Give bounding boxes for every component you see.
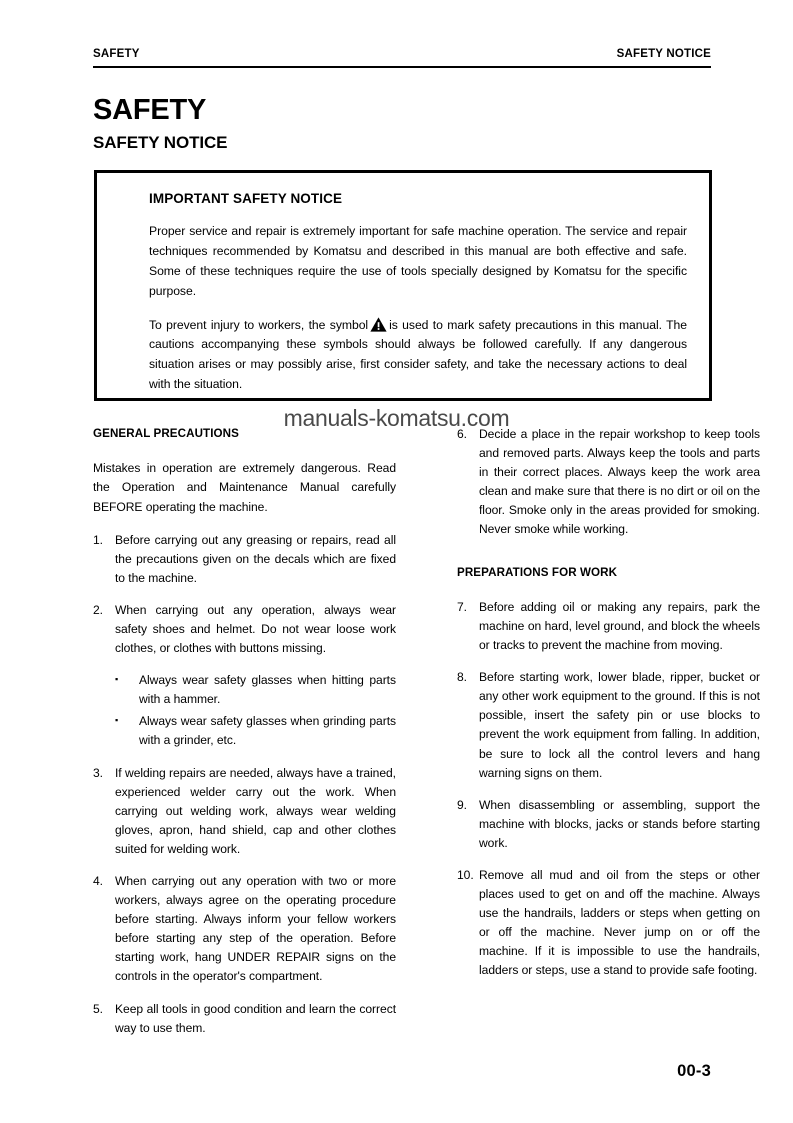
list-item [457, 866, 760, 981]
list-item-number: 7. [457, 599, 467, 614]
watermark: manuals-komatsu.com [283, 405, 510, 431]
list-item [457, 425, 760, 540]
section-heading-preparations-for-work: PREPARATIONS FOR WORK [457, 565, 618, 579]
list-item-text: If welding repairs are needed, always have a trained, experienced welder carry out the work. When carrying out welding work, always wear welding gloves, apron, hand shield, cap and other clothes suited for welding work. [115, 765, 396, 856]
list-item [93, 531, 396, 588]
notice-paragraph-2 [149, 316, 687, 396]
list-item [93, 872, 396, 987]
bullet-list [93, 671, 396, 750]
section-heading-general-precautions: GENERAL PRECAUTIONS [93, 427, 239, 440]
page-title: SAFETY [93, 94, 207, 126]
warning-triangle-icon [370, 317, 387, 332]
list-item-text: Before carrying out any greasing or repairs, read all the precautions given on the decals which are fixed to the machine. [115, 532, 396, 585]
list-item-number: 10. [457, 868, 474, 882]
right-column [457, 425, 760, 994]
list-item-number: 4. [93, 874, 103, 888]
list-item [457, 796, 760, 853]
important-safety-notice-box [94, 170, 712, 401]
general-precautions-intro: Mistakes in operation are extremely dangerous. Read the Operation and Maintenance Manual carefully BEFORE operating the machine. [93, 461, 396, 514]
list-item-text: When carrying out any operation with two or more workers, always agree on the operating procedure before starting. Always inform your fellow workers before starting any step of the operation. Before starting work, hang UNDER REPAIR signs on the controls in the operator's compartment. [115, 874, 396, 984]
list-item-number: 3. [93, 765, 103, 780]
list-item [457, 668, 760, 783]
list-item-text: Keep all tools in good condition and learn the correct way to use them. [115, 1001, 396, 1035]
notice-paragraph-2-before: To prevent injury to workers, the symbol [149, 317, 369, 332]
page-subtitle: SAFETY NOTICE [93, 133, 228, 152]
list-item-number: 8. [457, 670, 467, 685]
list-item [93, 671, 396, 709]
running-header-left: SAFETY [93, 48, 140, 60]
bullet-item-text: Always wear safety glasses when grinding parts with a grinder, etc. [139, 714, 396, 748]
list-item [93, 712, 396, 750]
list-item-number: 6. [457, 427, 467, 441]
list-item-number: 1. [93, 532, 103, 547]
left-column [93, 425, 396, 1051]
page-number: 00-3 [677, 1062, 711, 1080]
list-item [93, 764, 396, 859]
list-item-number: 5. [93, 1001, 103, 1016]
running-header-right: SAFETY NOTICE [616, 48, 711, 60]
list-item [93, 601, 396, 658]
bullet-square-icon: ▪ [115, 715, 119, 726]
notice-paragraph-2-after: is used to mark safety precautions in this manual. The cautions accompanying these symbols should always be followed carefully. If any dangerous situation arises or may possibly arise, first consider safety, and take the necessary actions to deal with the situation. [149, 317, 687, 392]
bullet-item-text: Always wear safety glasses when hitting parts with a hammer. [139, 673, 396, 707]
header-divider [93, 66, 711, 68]
running-header [93, 48, 711, 60]
list-item [457, 598, 760, 655]
list-item-text: When carrying out any operation, always wear safety shoes and helmet. Do not wear loose work clothes, or clothes with buttons missing. [115, 602, 396, 656]
list-item-number: 9. [457, 797, 467, 812]
list-item-number: 2. [93, 602, 103, 617]
list-item-text: When disassembling or assembling, support the machine with blocks, jacks or stands before starting work. [479, 797, 760, 850]
list-item-text: Before starting work, lower blade, ripper, bucket or any other work equipment to the ground. If this is not possible, insert the safety pin or use blocks to prevent the work equipment from falling. In addition, be sure to lock all the control levers and hang warning signs on them. [479, 670, 760, 780]
list-item [93, 1000, 396, 1038]
notice-paragraph-1: Proper service and repair is extremely important for safe machine operation. The service and repair techniques recommended by Komatsu and described in this manual are both effective and safe. Some of these techniques require the use of tools specially designed by Komatsu for the specific purpose. [149, 224, 687, 298]
list-item-text: Before adding oil or making any repairs, park the machine on hard, level ground, and block the wheels or tracks to prevent the machine from moving. [479, 599, 760, 653]
notice-heading: IMPORTANT SAFETY NOTICE [149, 191, 343, 206]
list-item-text: Remove all mud and oil from the steps or other places used to get on and off the machine. Always use the handrails, ladders or steps when getting on or off the machine. Never jump on or off the machine. If it is impossible to use the handrails, ladders or steps, use a stand to provide safe footing. [479, 868, 760, 978]
list-item-text: Decide a place in the repair workshop to keep tools and removed parts. Always keep the tools and parts in their correct places. Always keep the work area clean and make sure that there is no dirt or oil on the floor. Smoke only in the areas provided for smoking. Never smoke while working. [479, 427, 760, 537]
bullet-square-icon: ▪ [115, 674, 119, 685]
